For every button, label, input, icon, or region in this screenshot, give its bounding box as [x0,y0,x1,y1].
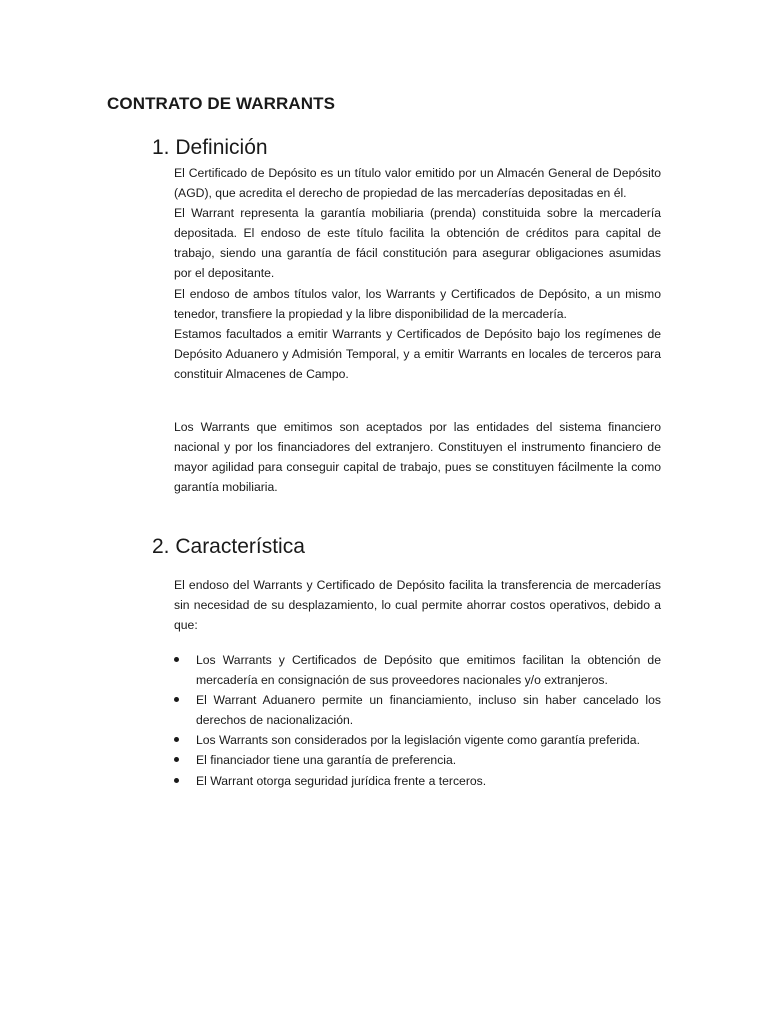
list-item [174,771,661,791]
caracteristica-intro [174,575,661,635]
list-item-text: El financiador tiene una garantía de preferencia. [196,753,457,768]
bullet-icon [174,697,179,702]
list-item-text: Los Warrants y Certificados de Depósito que emitimos facilitan la obtención de mercadería en consignación de sus proveedores nacionales y/o extranjeros. [196,653,661,688]
list-item [174,690,661,730]
paragraph: El Certificado de Depósito es un título valor emitido por un Almacén General de Depósito (AGD), que acredita el derecho de propiedad de las mercaderías depositadas en él. [174,166,661,201]
document-title: CONTRATO DE WARRANTS [107,94,336,113]
paragraph: El endoso del Warrants y Certificado de Depósito facilita la transferencia de mercaderías sin necesidad de su desplazamiento, lo cual permite ahorrar costos operativos, debido a que: [174,578,661,633]
paragraph: El endoso de ambos títulos valor, los Warrants y Certificados de Depósito, a un mismo tenedor, transfiere la propiedad y la libre disponibilidad de la mercadería. [174,286,661,321]
section-heading-definicion: 1. Definición [152,136,268,159]
bullet-icon [174,757,179,762]
list-item [174,750,661,770]
bullet-icon [174,657,179,662]
list-item [174,650,661,690]
paragraph: El Warrant representa la garantía mobiliaria (prenda) constituida sobre la mercadería depositada. El endoso de este título facilita la obtención de créditos para capital de trabajo, siendo una garantía de fácil constitución para asegurar obligaciones asumidas por el depositante. [174,206,661,281]
definicion-body [174,163,661,384]
list-item [174,730,661,750]
paragraph: Los Warrants que emitimos son aceptados por las entidades del sistema financiero nacional y por los financiadores del extranjero. Constituyen el instrumento financiero de mayor agilidad para conseguir capital de trabajo, pues se constituyen fácilmente la como garantía mobiliaria. [174,420,661,495]
list-item-text: Los Warrants son considerados por la legislación vigente como garantía preferida. [196,733,640,748]
paragraph: Estamos facultados a emitir Warrants y Certificados de Depósito bajo los regímenes de Depósito Aduanero y Admisión Temporal, y a emitir Warrants en locales de terceros para constituir Almacenes de Campo. [174,326,661,381]
section-heading-caracteristica: 2. Característica [152,535,305,558]
caracteristica-bullet-list [174,650,661,791]
list-item-text: El Warrant Aduanero permite un financiamiento, incluso sin haber cancelado los derechos de nacionalización. [196,693,661,728]
bullet-icon [174,778,179,783]
bullet-icon [174,737,179,742]
list-item-text: El Warrant otorga seguridad jurídica frente a terceros. [196,773,487,788]
